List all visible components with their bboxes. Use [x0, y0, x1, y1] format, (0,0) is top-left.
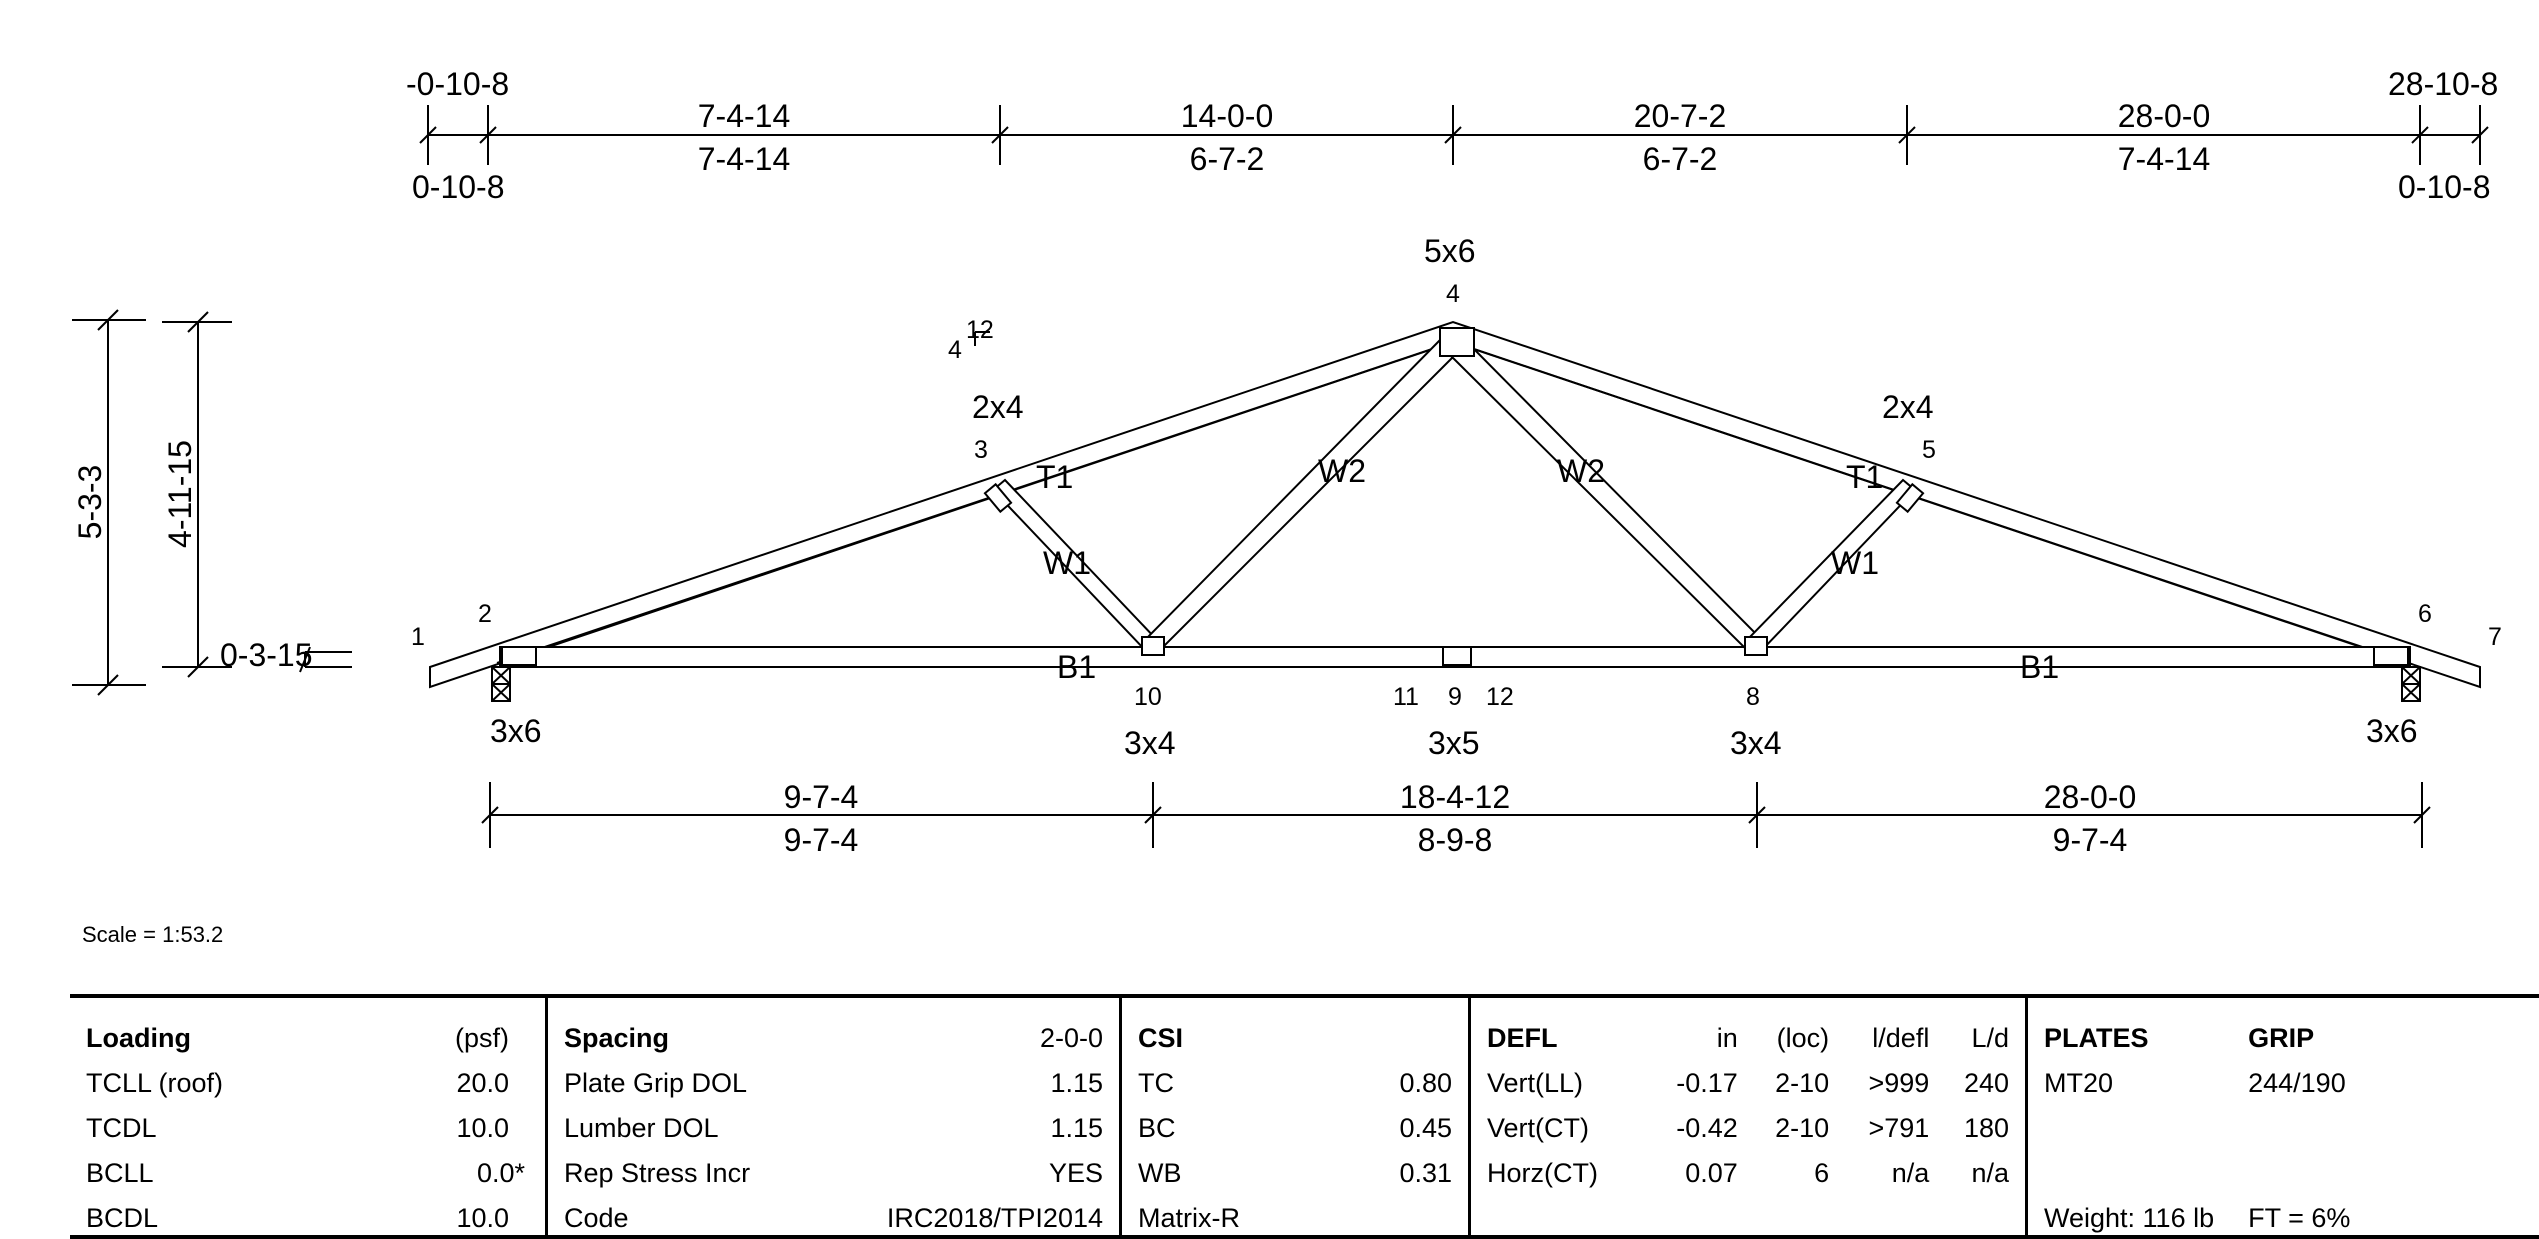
- overhang-left-label: -0-10-8: [406, 66, 509, 102]
- defl-cell: Vert(LL): [1479, 1055, 1645, 1100]
- loading-label: BCDL: [78, 1190, 367, 1235]
- deflection-section: [1470, 996, 2027, 1237]
- defl-cell: 2-10: [1746, 1100, 1837, 1145]
- defl-cell: >791: [1837, 1100, 1937, 1145]
- overhang-left-length: 0-10-8: [412, 169, 505, 205]
- defl-column-header: l/defl: [1837, 1010, 1937, 1055]
- defl-column-header: (loc): [1746, 1010, 1837, 1055]
- design-info-table: [70, 994, 2539, 1239]
- plate-size: 3x4: [1730, 725, 1782, 761]
- defl-cell: 2-10: [1746, 1055, 1837, 1100]
- spacing-row-value: 1.15: [814, 1055, 1111, 1100]
- spacing-label: Plate Grip DOL: [556, 1055, 814, 1100]
- loading-header: Loading: [78, 1010, 367, 1055]
- member-label: B1: [1057, 649, 1096, 685]
- plate-type: MT20: [2036, 1055, 2240, 1100]
- heel-height-label: 0-3-15: [220, 637, 313, 673]
- plate-size: 2x4: [1882, 389, 1934, 425]
- top-cumulative-dim: 20-7-2: [1634, 98, 1727, 134]
- defl-column-header: L/d: [1937, 1010, 2017, 1055]
- bottom-segment-dim: 8-9-8: [1418, 822, 1493, 858]
- top-segment-dim: 6-7-2: [1190, 141, 1265, 177]
- csi-section: [1121, 996, 1470, 1237]
- defl-header: DEFL: [1479, 1010, 1645, 1055]
- csi-header: CSI: [1130, 1010, 1339, 1055]
- spacing-label: Lumber DOL: [556, 1100, 814, 1145]
- plate-bottom-left: [1142, 637, 1164, 655]
- joint-number: 12: [1486, 683, 1514, 711]
- top-cumulative-dim: 14-0-0: [1181, 98, 1274, 134]
- overhang-right-length: 0-10-8: [2398, 169, 2491, 205]
- plate-right-heel: [2374, 647, 2408, 665]
- scale-label: Scale = 1:53.2: [82, 922, 223, 948]
- loading-note-mark: *: [514, 1158, 525, 1188]
- csi-label: WB: [1130, 1145, 1339, 1190]
- member-label: W2: [1557, 453, 1605, 489]
- defl-cell: Vert(CT): [1479, 1100, 1645, 1145]
- plate-apex: [1440, 328, 1474, 356]
- member-label: B1: [2020, 649, 2059, 685]
- defl-cell: 6: [1746, 1145, 1837, 1190]
- loading-value: 0.0: [477, 1158, 515, 1188]
- csi-value: 0.31: [1339, 1145, 1460, 1190]
- plate-bottom-right: [1745, 637, 1767, 655]
- joint-number: 11: [1393, 683, 1419, 711]
- defl-cell: n/a: [1937, 1145, 2017, 1190]
- spacing-value: 2-0-0: [814, 1010, 1111, 1055]
- defl-cell: 0.07: [1645, 1145, 1746, 1190]
- defl-cell: 180: [1937, 1100, 2017, 1145]
- csi-value: 0.45: [1339, 1100, 1460, 1145]
- loading-value: 20.0: [367, 1055, 537, 1100]
- top-segment-dim: 7-4-14: [2118, 141, 2211, 177]
- spacing-section: [547, 996, 1121, 1237]
- plate-size: 5x6: [1424, 233, 1476, 269]
- csi-value: [1339, 1190, 1460, 1235]
- loading-label: TCDL: [78, 1100, 367, 1145]
- top-cumulative-dim: 7-4-14: [698, 98, 791, 134]
- csi-value: 0.80: [1339, 1055, 1460, 1100]
- overhang-right-label: 28-10-8: [2388, 66, 2498, 102]
- bottom-segment-dim: 9-7-4: [784, 822, 859, 858]
- loading-label: BCLL: [78, 1145, 367, 1190]
- spacing-header: Spacing: [556, 1010, 814, 1055]
- defl-cell: -0.17: [1645, 1055, 1746, 1100]
- joint-number: 10: [1134, 683, 1162, 711]
- joint-number: 3: [974, 436, 988, 464]
- loading-unit: (psf): [367, 1010, 537, 1055]
- plate-left-heel: [502, 647, 536, 665]
- bottom-segment-dim: 9-7-4: [2053, 822, 2128, 858]
- plate-size: 3x4: [1124, 725, 1176, 761]
- top-cumulative-dim: 28-0-0: [2118, 98, 2211, 134]
- bottom-cumulative-dim: 28-0-0: [2044, 779, 2137, 815]
- csi-label: BC: [1130, 1100, 1339, 1145]
- plates-section: [2027, 996, 2539, 1237]
- joint-number: 7: [2488, 623, 2502, 651]
- defl-column-header: in: [1645, 1010, 1746, 1055]
- member-label: W2: [1318, 453, 1366, 489]
- pitch-run: 12: [966, 316, 994, 344]
- joint-number: 9: [1448, 683, 1462, 711]
- defl-cell: >999: [1837, 1055, 1937, 1100]
- plates-header: PLATES: [2036, 1010, 2240, 1055]
- joint-number: 5: [1922, 436, 1936, 464]
- plate-bottom-mid: [1443, 647, 1471, 665]
- plate-size: 2x4: [972, 389, 1024, 425]
- joint-number: 1: [411, 623, 425, 651]
- defl-cell: n/a: [1837, 1145, 1937, 1190]
- csi-label: Matrix-R: [1130, 1190, 1339, 1235]
- truss-height-label: 4-11-15: [162, 440, 198, 548]
- joint-number: 8: [1746, 683, 1760, 711]
- bottom-cumulative-dim: 9-7-4: [784, 779, 859, 815]
- truss-weight: Weight: 116 lb: [2036, 1190, 2240, 1235]
- member-label: W1: [1831, 545, 1879, 581]
- grip-value: 244/190: [2240, 1055, 2358, 1100]
- top-chord: [430, 322, 2480, 687]
- member-label: W1: [1043, 545, 1091, 581]
- spacing-label: Rep Stress Incr: [556, 1145, 814, 1190]
- ft-value: FT = 6%: [2240, 1190, 2358, 1235]
- plate-size: 3x6: [490, 713, 542, 749]
- joint-number: 6: [2418, 600, 2432, 628]
- loading-value: 10.0: [367, 1100, 537, 1145]
- member-label: T1: [1846, 459, 1883, 495]
- defl-cell: -0.42: [1645, 1100, 1746, 1145]
- top-segment-dim: 7-4-14: [698, 141, 791, 177]
- bottom-cumulative-dim: 18-4-12: [1400, 779, 1510, 815]
- joint-number: 4: [1446, 280, 1460, 308]
- defl-cell: Horz(CT): [1479, 1145, 1645, 1190]
- grip-header: GRIP: [2240, 1010, 2358, 1055]
- spacing-label: Code: [556, 1190, 814, 1235]
- plate-size: 3x6: [2366, 713, 2418, 749]
- overall-height-label: 5-3-3: [72, 465, 108, 540]
- plate-size: 3x5: [1428, 725, 1480, 761]
- spacing-row-value: IRC2018/TPI2014: [814, 1190, 1111, 1235]
- spacing-row-value: 1.15: [814, 1100, 1111, 1145]
- member-label: T1: [1036, 459, 1073, 495]
- loading-value: 10.0: [367, 1190, 537, 1235]
- defl-cell: 240: [1937, 1055, 2017, 1100]
- top-segment-dim: 6-7-2: [1643, 141, 1718, 177]
- csi-label: TC: [1130, 1055, 1339, 1100]
- joint-number: 2: [478, 600, 492, 628]
- pitch-rise: 4: [948, 336, 962, 364]
- spacing-row-value: YES: [814, 1145, 1111, 1190]
- loading-label: TCLL (roof): [78, 1055, 367, 1100]
- loading-section: [70, 996, 547, 1237]
